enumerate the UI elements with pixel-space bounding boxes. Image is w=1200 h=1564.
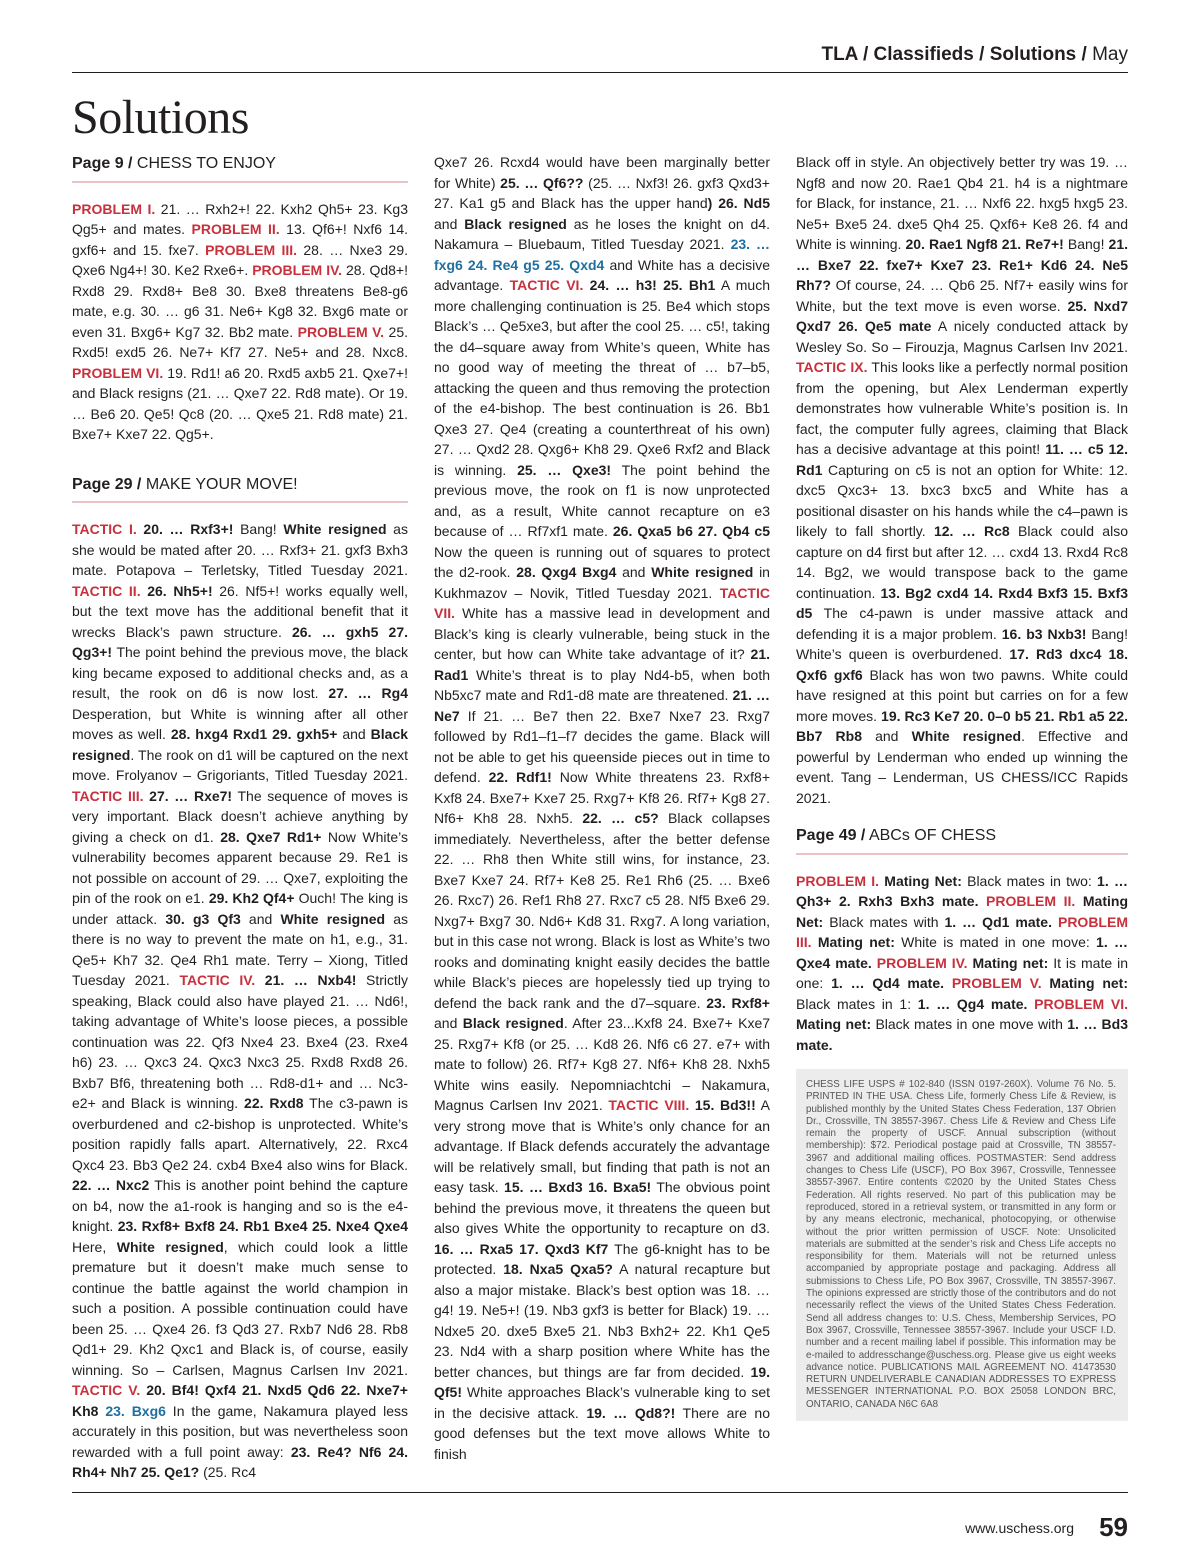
move-notation: Mating net: [811,934,895,950]
move-notation: White resigned [283,521,387,537]
move-notation: Mating net: [1041,975,1128,991]
text-run: The point behind the previous move, the rook on f1 is now unprotected and, as a result, White cannot recapture on e3 because of … Rf7xf1 mate. [434,461,770,539]
move-notation: ) 26. Nd5 [707,195,770,211]
move-notation: Mating net: [796,1016,872,1032]
move-notation: 27. … Rxe7! [143,787,233,804]
text-run: Now the queen is running out of squares to protect the d2-rook. [434,543,770,580]
text-run: A natural recapture but also a major mistake. Black’s best option was 18. … g4! 19. Ne5+! (19. Nb3 gxf3 is better for Black) 19. … Ndxe5 20. dxe5 Bxe5 21. Nb3 Bxh2+ 22. Kh1 Qe5 23. Nd4 with a sharp position where White has the better chances, but things are far from decided. [434,1261,770,1380]
text-run: and [337,726,371,742]
move-notation: 1. … Qd4 mate. [831,975,952,991]
text-run: Strictly speaking, Black could also have played 21. … Nd6!, taking advantage of White’s loose pieces, a possible continuation was 22. Qf3 Nxe4 23. Bxe4 (23. Rxe4 h6) 23. … Qxc3 24. Qxc3 Nxc3 25. Rxd8 Rxd8 26. Bxb7 Bf6, threatening both … Rd8-d1+ and … Nc3-e2+ and Black is winning. [72,972,408,1111]
move-notation: 1. … Bd3 mate. [796,1016,1128,1053]
move-notation: White resigned [280,910,386,927]
move-notation: Black resigned [462,1015,564,1031]
text-run: (25. … Nxf3! 26. gxf3 Qxd3+ 27. Ka1 g5 and Black has the upper hand [434,174,770,211]
text-run: 13. Qf6+! Nxf6 14. gxf6+ and 15. fxe7. [72,221,408,258]
problem-label: TACTIC IV. [179,972,256,988]
running-header [821,44,1128,66]
text-run: 19. Rd1! a6 20. Rxd5 axb5 21. Qxe7+! and Black resigns (21. … Qxe7 22. Rd8 mate). Or 19. … Be6 20. Qe5! Qc8 (20. … Qxe5 21. Rd8 mate) 21. Bxe7+ Kxe7 22. Qg5+. [72,364,408,442]
problem-label: TACTIC VIII. [608,1097,690,1113]
move-notation: 1. … Qxe4 mate. [796,934,1128,971]
text-run: Black mates with [823,913,945,930]
column-3 [796,152,1128,1421]
section-heading-page-9 [72,152,408,183]
text-run: The sequence of moves is very important. Black doesn’t achieve anything by giving a check on d1. [72,787,409,845]
text-run: , which could look a little premature but it doesn’t make much sense to continue the battle against the world champion in such a position. A possible continuation could have been 25. … Qxe4 26. f3 Qd3 27. Rxb7 Nd6 28. Rb8 Qd1+ 29. Kh2 Qxc1 and Black is, of course, easily winning. So – Carlsen, Magnus Carlsen Inv 2021. [72,1238,408,1378]
problem-label: TACTIC VI. [509,277,584,293]
move-notation: 21. … Ne7 [434,687,770,724]
move-notation: 28. hxg4 Rxd1 29. gxh5+ [170,726,338,742]
text-run: and [616,564,652,580]
text-run: Black mates in one move with [871,1016,1068,1032]
text-run: and [434,215,465,232]
text-run: White has a massive lead in development and Black’s king is clearly vulnerable, being stuck in the center, but how can White take advantage of it? [434,605,770,662]
text-run: . Effective and powerful by Lenderman who ended up winning the event. Tang – Lenderman, US CHESS/ICC Rapids 2021. [796,728,1129,806]
move-notation: White resigned [116,1238,224,1255]
text-run: Desperation, but White is winning after all other moves as well. [72,705,408,742]
breadcrumb-month: May [1092,44,1128,65]
move-notation: 12. … Rc8 [933,523,1010,539]
move-notation: 19. Qf5! [434,1363,770,1400]
move-notation: 21. … Nxb4! [255,972,357,988]
problem-label: PROBLEM V. [297,323,385,340]
move-notation: 16. b3 Nxb3! [1001,625,1087,642]
abcs-paragraph [796,871,1128,1056]
breadcrumb: TLA / Classifieds / Solutions / [821,44,1093,65]
move-notation: 15. Bd3!! [689,1097,756,1113]
text-run: The c3-pawn is overburdened and c2-bishop is unprotected. White’s position rapidly falls apart. Alternatively, 22. Rxc4 Qxc4 23. Bb3 Qe2 24. cxb4 Bxe4 also wins for Black. [72,1095,408,1173]
highlighted-move: 23. … fxg6 24. Re4 g5 25. Qxd4 [434,236,770,273]
column-1 [72,152,408,1497]
problem-label: PROBLEM II. [191,221,280,237]
text-run: as there is no way to prevent the mate on h1, e.g., 31. Qe5+ Kh7 32. Qe4 Rh1 mate. Terry – Xiong, Titled Tuesday 2021. [72,910,408,988]
move-notation: 1. … Qg4 mate. [917,995,1035,1012]
move-notation: 21. … Bxe7 22. fxe7+ Kxe7 23. Re1+ Kd6 24. Ne5 Rh7? [796,236,1128,293]
move-notation: 23. Rxf8+ Bxf8 24. Rb1 Bxe4 25. Nxe4 Qxe4 [117,1218,408,1234]
text-run: It is mate in one: [796,954,1128,991]
problem-label: PROBLEM II. [986,893,1076,909]
move-notation: 17. Rd3 dxc4 18. Qxf6 gxf6 [796,646,1128,683]
text-run: Bang! [1063,236,1109,252]
problem-label: PROBLEM III. [205,241,298,258]
move-notation: 11. … c5 12. Rd1 [796,441,1128,478]
section-heading-page-49 [796,824,1128,855]
section-page-ref: Page 29 / [72,475,142,493]
text-run: 28. … Nxe3 29. Qxe6 Ng4+! 30. Ke2 Rxe6+. [72,241,409,278]
text-run: Black has won two pawns. White could have resigned at this point but carries on for a few more moves. [796,666,1128,724]
text-run: The g6-knight has to be protected. [434,1240,770,1277]
section-name: MAKE YOUR MOVE! [141,475,298,493]
tactics-continued-paragraph [434,152,770,1464]
text-run: and [862,728,912,744]
page-number: 59 [1099,1512,1128,1542]
problem-label: TACTIC VII. [434,584,770,621]
move-notation: 25. … Qf6?? [500,174,584,191]
move-notation: 24. … h3! 25. Bh1 [583,277,716,293]
move-notation: 21. Rad1 [434,646,770,683]
move-notation: 19. … Qd8?! [586,1404,676,1421]
text-run: In the game, Nakamura played less accurately in this position, but was nevertheless soon rewarded with a full point away: [72,1402,408,1460]
column-2 [434,152,770,1478]
move-notation: 28. Qxg4 Bxg4 [516,564,617,580]
text-run: Capturing on c5 is not an option for White: 12. dxc5 Qxc3+ 13. bxc3 bxc5 and White has a positional disaster on his hands while the c4–pawn is likely to fall shortly. [796,461,1128,539]
section-heading-page-29 [72,473,408,504]
move-notation: Mating Net: [879,872,962,889]
problem-label: PROBLEM VI. [1034,995,1128,1012]
problem-label: PROBLEM I. [72,200,156,217]
problems-paragraph [72,199,408,445]
text-run: Black mates in 1: [796,995,918,1012]
move-notation: 30. g3 Qf3 [165,910,241,927]
text-run: There are no good defenses but the text move allows White to finish [434,1404,770,1462]
move-notation: 20. … Rxf3+! [136,521,234,537]
text-run: A much more challenging continuation is 25. Be4 which stops Black’s … Qe5xe3, but after the cool 25. … c5!, taking the d4–square away from White’s queen, White has no good way of meeting the threat of … b7–b5, attacking the queen and thus removing the protection of the e4-bishop. The best continuation is 26. Bb1 Qxe3 27. Qe4 (creating a counterthreat of his own) 27. … Qxd2 28. Qxg6+ Kh8 29. Qxe6 Rxf2 and Black is winning. [434,277,770,478]
text-run: Black mates in two: [961,872,1098,889]
highlighted-move: 23. Bxg6 [105,1402,166,1419]
text-run: The obvious point behind the previous move, it threatens the queen but also gives White the opportunity to recapture on d3. [434,1179,770,1236]
move-notation: 28. Qxe7 Rd1+ [220,828,322,845]
text-run: The c4-pawn is under massive attack and defending it is a major problem. [796,605,1128,642]
move-notation: White resigned [651,564,754,580]
text-run: Here, [72,1238,117,1255]
text-run: 21. … Rxh2+! 22. Kxh2 Qh5+ 23. Kg3 Qg5+ and mates. [72,200,408,237]
text-run: A very strong move that is White’s only chance for an advantage. If Black defends accurately the advantage will be relatively small, but finding that path is not an easy task. [434,1097,770,1195]
problem-label: PROBLEM III. [796,913,1128,950]
move-notation: 22. … c5? [582,810,659,826]
text-run: Qxe7 26. Rcxd4 would have been marginally better for White) [434,154,770,191]
header-rule [72,72,1128,73]
move-notation: 23. Re4? Nf6 24. Rh4+ Nh7 25. Qe1? [72,1443,408,1480]
text-run: Black off in style. An objectively better try was 19. … Ngf8 and now 20. Rae1 Qb4 21. h4 is a nightmare for Black, for instance, 21. … Nxf6 22. hxg5 hxg5 23. Ne5+ Bxe5 24. dxe5 Qh4 25. Qxf6+ Ke8 26. f4 and White is winning. [796,154,1128,252]
move-notation: 22. Rxd8 [244,1095,304,1111]
problem-label: PROBLEM VI. [72,364,164,381]
move-notation: Mating Net: [796,893,1128,930]
move-notation: White resigned [911,728,1022,744]
move-notation: 1. … Qh3+ 2. Rxh3 Bxh3 mate. [796,872,1128,909]
masthead-box: CHESS LIFE USPS # 102-840 (ISSN 0197-260X). Volume 76 No. 5. PRINTED IN THE USA. Chess Life, formerly Chess Life & Review, is published monthly by the United States Chess Federation, 137 Obrien Dr., Crossville, TN 38557-3967. Chess Life & Review and Chess Life remain the property of USCF. Annual subscription (without membership): $72. Periodical postage paid at Crossville, TN 38557-3967 and additional mailing offices. POSTMASTER: Send address changes to Chess Life (USCF), PO Box 3967, Crossville, Tennessee 38557-3967. Entire contents ©2020 by the United States Chess Federation. All rights reserved. No part of this publication may be reproduced, stored in a retrieval system, or transmitted in any form or by any means electronic, mechanical, photocopying, or otherwise without the prior written permission of USCF. Note: Unsolicited materials are submitted at the sender’s risk and Chess Life accepts no responsibility for them. Materials will not be returned unless accompanied by appropriate postage and packaging. Address all submissions to Chess Life, PO Box 3967, Crossville, TN 38557-3967. The opinions expressed are strictly those of the contributors and do not necessarily reflect the views of the United States Chess Federation. Send all address changes to: U.S. Chess, Membership Services, PO Box 3967, Crossville, Tennessee 38557-3967. Include your USCF I.D. number and a recent mailing label if possible. This information may be e-mailed to addresschange@uschess.org. Please give us eight weeks advance notice. PUBLICATIONS MAIL AGREEMENT NO. 41473530 RETURN UNDELIVERABLE CANADIAN ADDRESSES TO EXPRESS MESSENGER INTERNATIONAL P.O. BOX 25058 LONDON BRC, ONTARIO, CANADA N6C 6A8 [796,1069,1128,1421]
text-run: Now White threatens 23. Rxf8+ Kxf8 24. Bxe7+ Kxe7 25. Rxg7+ Kf8 26. Rf7+ Kg8 27. Nf6+ Kh8 28. Nxh5. [434,769,770,826]
footer-url[interactable]: www.uschess.org [965,1520,1074,1536]
move-notation: 18. Nxa5 Qxa5? [503,1261,613,1277]
text-run: . After 23...Kxf8 24. Bxe7+ Kxe7 25. Rxg7+ Kf8 (or 25. … Kd8 26. Nf6 c6 27. e7+ with mate to follow) 26. Rf7+ Kg8 27. Nf6+ Kh8 28. Nxh5 White wins easily. Nepomniachtchi – Nakamura, Magnus Carlsen Inv 2021. [434,1015,771,1113]
problem-label: TACTIC III. [72,787,144,804]
text-run: If 21. … Be7 then 22. Bxe7 Nxe7 23. Rxg7 followed by Rd1–f1–f7 decides the game. Black will not be able to get his queenside pieces out in time to defend. [434,707,770,785]
text-run: 26. Nf5+! works equally well, but the text move has the additional benefit that it wrecks Black’s pawn structure. [72,582,409,640]
text-run: as he loses the knight on d4. Nakamura – Bluebaum, Titled Tuesday 2021. [434,215,770,252]
problem-label: PROBLEM V. [951,975,1042,991]
text-run: Black collapses immediately. Nevertheless, after the better defense 22. … Rh8 then White still wins, for instance, 23. Bxe7 Kxe7 24. Rf7+ Ke8 25. Re1 Rh6 (25. … Bxe6 26. Rxc7) 26. Ref1 Rh8 27. Rxc7 c5 28. Nf5 Bxe6 29. Nxg7+ Bxg7 30. Nd6+ Kd8 31. Rxg7. A long variation, but in this case not wrong. Black is lost as White’s two rooks and dominating knight easily decides the battle while Black’s pieces are hopelessly tied up trying to defend the back rank and the d7–square. [434,810,770,1011]
problem-label: PROBLEM I. [796,872,880,889]
text-run: A nicely conducted attack by Wesley So. So – Firouzja, Magnus Carlsen Inv 2021. [796,318,1128,355]
move-notation: 22. Rdf1! [488,769,552,785]
tactics-paragraph [72,519,408,1483]
section-name: ABCs OF CHESS [865,827,997,844]
text-run: This looks like a perfectly normal position from the opening, but Alex Lenderman expertly demonstrates how vulnerable White’s position is. In fact, the computer fully agrees, claiming that Black has a decisive advantage at this point! [796,359,1129,457]
move-notation: Black resigned [464,215,567,232]
move-notation: 27. … Rg4 [328,685,408,701]
text-run: Now White’s vulnerability becomes apparent because 29. Re1 is not possible on account of 29. … Qxe7, exploiting the pin of the rook on e1. [72,828,408,906]
problem-label: TACTIC I. [72,521,137,537]
text-run: The point behind the previous move, the black king became exposed to additional checks and, as a result, the rook on d6 is now lost. [72,644,408,701]
problem-label: PROBLEM IV. [252,262,343,278]
move-notation: 29. Kh2 Qf4+ [208,890,295,906]
text-run: 28. Qd8+! Rxd8 29. Rxd8+ Be8 30. Bxe8 threatens Be8-g6 mate, e.g. 30. … g6 31. Ne6+ Kg8 32. Bxg6 mate or even 31. Bxg6+ Kg7 32. Bb2 mate. [72,262,408,340]
text-run: in Kukhmazov – Novik, Titled Tuesday 2021. [434,564,770,601]
problem-label: TACTIC V. [72,1382,141,1398]
problem-label: TACTIC IX. [796,359,868,375]
section-name: CHESS TO ENJOY [132,155,276,172]
text-run: White approaches Black’s vulnerable king to set in the decisive attack. [434,1384,770,1421]
text-run: Bang! [233,521,284,537]
move-notation: 25. Nxd7 Qxd7 26. Qe5 mate [796,297,1128,334]
move-notation: 1. … Qd1 mate. [944,913,1058,930]
text-run: This is another point behind the capture on b4, now the a1-rook is hanging and so is the e4-knight. [72,1177,408,1234]
text-run: Bang! White’s queen is overburdened. [796,625,1128,662]
move-notation: 22. … Nxc2 [72,1177,150,1193]
move-notation: Mating net: [967,954,1049,971]
problem-label: TACTIC II. [72,582,141,599]
move-notation: 26. Qxa5 b6 27. Qb4 c5 [612,523,770,539]
section-page-ref: Page 9 / [72,155,133,172]
text-run: Black could also capture on d4 first but after 12. … cxd4 13. Rxd4 Rc8 14. Bg2, we would transpose back to the game continuation. [796,523,1128,601]
text-run: . The rook on d1 will be captured on the next move. Frolyanov – Grigoriants, Titled Tuesday 2021. [72,746,408,783]
move-notation: 15. … Bxd3 16. Bxa5! [504,1179,652,1195]
move-notation: 20. Rae1 Ngf8 21. Re7+! [905,236,1064,252]
text-run: (25. Rc4 [199,1464,257,1480]
text-run: Of course, 24. … Qb6 25. Nf7+ easily wins for White, but the text move is even worse. [796,277,1128,314]
text-run: White is mated in one move: [894,934,1097,950]
move-notation: 26. … gxh5 27. Qg3+! [72,623,408,660]
text-run: Ouch! The king is under attack. [72,890,409,927]
move-notation: 23. Rxf8+ [706,994,770,1011]
page-title: Solutions [72,91,249,144]
problem-label: PROBLEM IV. [876,954,968,971]
move-notation: 13. Bg2 cxd4 14. Rxd4 Bxf3 15. Bxf3 d5 [796,584,1128,621]
footer-rule [72,1492,1128,1493]
move-notation: 19. Rc3 Ke7 20. 0–0 b5 21. Rb1 a5 22. Bb7 Rb8 [796,707,1128,744]
move-notation: 25. … Qxe3! [517,461,612,478]
text-run: and [240,910,281,927]
move-notation: 26. Nh5+! [140,582,213,599]
text-run: and White has a decisive advantage. [434,256,770,293]
text-run: White’s threat is to play Nd4-b5, when both Nb5xc7 mate and Rd1-d8 mate are threatened. [434,666,770,703]
text-run: 25. Rxd5! exd5 26. Ne7+ Kf7 27. Ne5+ and 28. Nxc8. [72,323,408,360]
text-run: as she would be mated after 20. … Rxf3+ 21. gxf3 Bxh3 mate. Potapova – Terletsky, Titled Tuesday 2021. [72,521,408,578]
tactics-end-paragraph [796,152,1128,808]
section-page-ref: Page 49 / [796,827,866,844]
move-notation: 20. Bf4! Qxf4 21. Nxd5 Qd6 22. Nxe7+ Kh8 [72,1382,408,1419]
text-run: and [434,1015,463,1031]
move-notation: Black resigned [72,726,409,763]
move-notation: 16. … Rxa5 17. Qxd3 Kf7 [434,1240,609,1257]
